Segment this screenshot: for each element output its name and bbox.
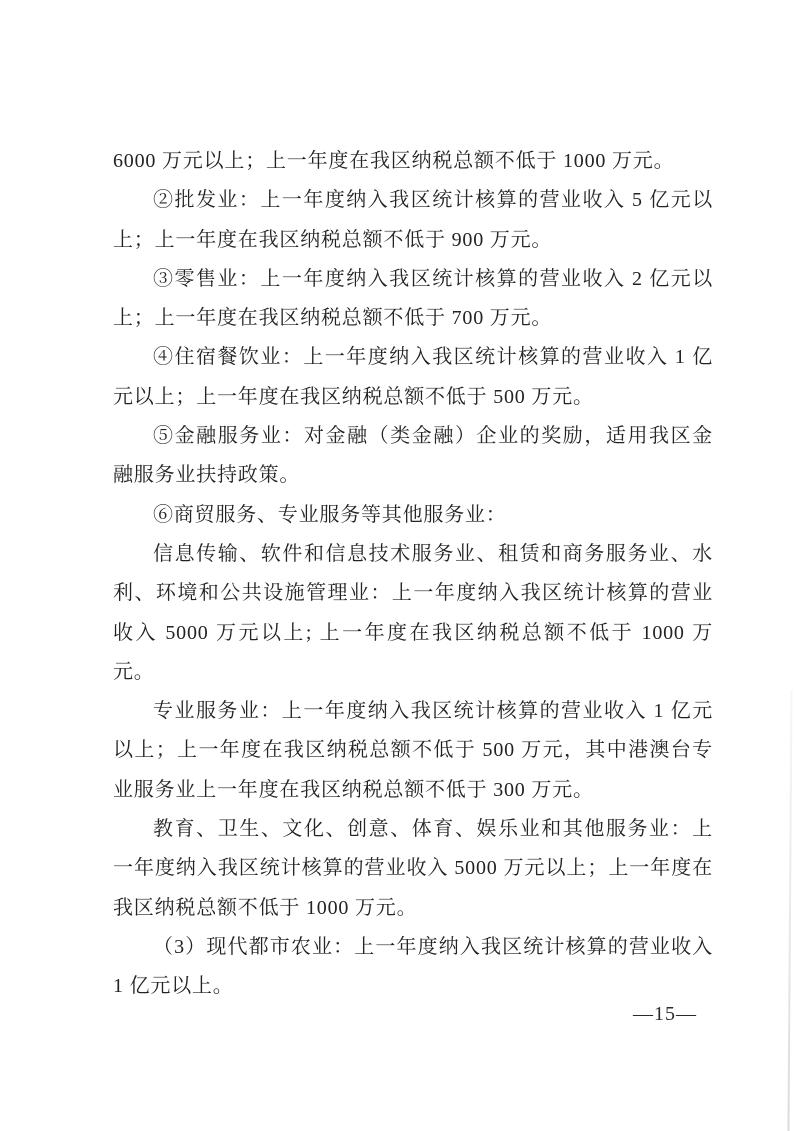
paragraph: （3）现代都市农业：上一年度纳入我区统计核算的营业收入 1 亿元以上。 [113, 935, 713, 998]
paragraph: ②批发业：上一年度纳入我区统计核算的营业收入 5 亿元以上；上一年度在我区纳税总额不低于 900 万元。 [113, 189, 713, 251]
document-body [113, 142, 713, 1007]
paragraph: ③零售业：上一年度纳入我区统计核算的营业收入 2 亿元以上；上一年度在我区纳税总额不低于 700 万元。 [113, 267, 713, 330]
paragraph: ⑥商贸服务、专业服务等其他服务业： [153, 503, 507, 526]
paragraph: 教育、卫生、文化、创意、体育、娱乐业和其他服务业：上一年度纳入我区统计核算的营业收入 5000 万元以上；上一年度在我区纳税总额不低于 1000 万元。 [113, 818, 713, 919]
scan-artifact-line [787, 690, 792, 1131]
paragraph: 信息传输、软件和信息技术服务业、租赁和商务服务业、水利、环境和公共设施管理业：上一年度纳入我区统计核算的营业收入 5000 万元以上; 上一年度在我区纳税总额不低于 1000 万元。 [113, 542, 713, 683]
paragraph: ⑤金融服务业：对金融（类金融）企业的奖励，适用我区金融服务业扶持政策。 [113, 425, 713, 487]
paragraph: 专业服务业：上一年度纳入我区统计核算的营业收入 1 亿元以上；上一年度在我区纳税总额不低于 500 万元，其中港澳台专业服务业上一年度在我区纳税总额不低于 300 万元。 [113, 700, 713, 801]
paragraph: 6000 万元以上；上一年度在我区纳税总额不低于 1000 万元。 [113, 150, 675, 172]
page-number: —15— [633, 1003, 697, 1025]
paragraph: ④住宿餐饮业：上一年度纳入我区统计核算的营业收入 1 亿元以上；上一年度在我区纳税总额不低于 500 万元。 [113, 346, 713, 408]
